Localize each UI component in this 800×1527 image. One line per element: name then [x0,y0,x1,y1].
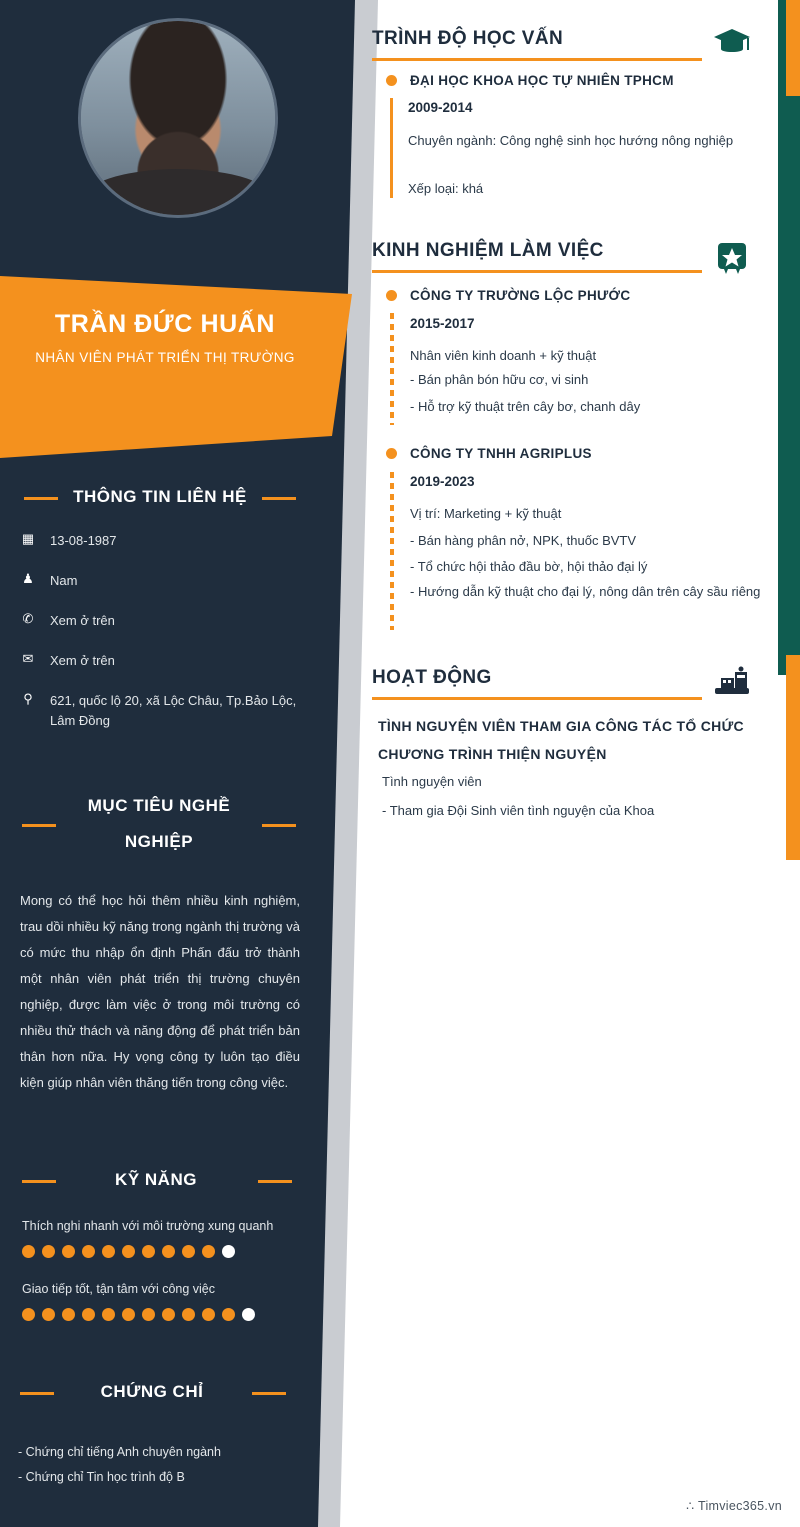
experience-company-1: CÔNG TY TRƯỜNG LỘC PHƯỚC [410,288,631,303]
activity-rule [372,697,702,700]
user-icon: ♟ [22,571,34,586]
skills-rule-left [22,1180,56,1183]
objective-heading-line1: MỤC TIÊU NGHỀ [87,796,231,815]
rating-dot [102,1308,115,1321]
certificate-item-1: - Chứng chỉ tiếng Anh chuyên ngành [18,1445,221,1459]
sidebar-panel [0,0,360,1527]
experience-years-1: 2015-2017 [410,316,475,331]
volunteer-icon [706,660,758,704]
certificates-rule-left [20,1392,54,1395]
rating-dot [182,1245,195,1258]
activity-detail-1: Tình nguyện viên [382,774,482,789]
rating-dot-empty [242,1308,255,1321]
skill-rating-1 [22,1245,235,1258]
contact-value-email: Xem ở trên [50,653,115,668]
experience-rule [372,270,702,273]
experience-heading: KINH NGHIỆM LÀM VIỆC [372,240,604,261]
phone-icon: ✆ [22,611,34,626]
mail-icon: ✉ [22,651,34,666]
objective-rule-left [22,824,56,827]
experience-2-detail-3: - Tổ chức hội thảo đầu bờ, hội thảo đại lý [410,559,648,574]
education-years: 2009-2014 [408,100,473,115]
contact-rule-left [24,497,58,500]
skills-heading: KỸ NĂNG [115,1170,197,1189]
name-banner [0,276,352,458]
badge-star-icon [706,236,758,280]
experience-bullet-1 [386,290,397,301]
education-detail-2: Xếp loại: khá [408,181,484,196]
skill-rating-2 [22,1308,255,1321]
contact-item-email [20,651,310,671]
orange-edge-bottom [786,655,800,860]
rating-dot [62,1308,75,1321]
rating-dot [222,1308,235,1321]
experience-bullet-2 [386,448,397,459]
footer-watermark: ∴ Timviec365.vn [686,1499,782,1513]
activity-title-line2: CHƯƠNG TRÌNH THIỆN NGUYỆN [378,746,607,762]
rating-dot [82,1308,95,1321]
rating-dot [122,1245,135,1258]
main-content [370,0,800,1527]
rating-dot [42,1308,55,1321]
contact-rule-right [262,497,296,500]
education-rule [372,58,702,61]
education-detail-1: Chuyên ngành: Công nghệ sinh học hướng nông nghiệp [408,133,734,148]
education-heading: TRÌNH ĐỘ HỌC VẤN [372,28,564,49]
contact-item-address [20,691,305,731]
rating-dot [162,1308,175,1321]
contact-value-address: 621, quốc lộ 20, xã Lộc Châu, Tp.Bảo Lộc, Lâm Đồng [50,693,297,728]
experience-1-detail-2: - Bán phân bón hữu cơ, vi sinh [410,372,589,387]
experience-2-detail-1: Vị trí: Marketing + kỹ thuật [410,506,562,521]
certificate-item-2: - Chứng chỉ Tin học trình độ B [18,1470,185,1484]
rating-dot [142,1245,155,1258]
skill-label-1: Thích nghi nhanh với môi trường xung quanh [22,1219,274,1233]
contact-item-birthday [20,531,310,551]
job-role: NHÂN VIÊN PHÁT TRIỂN THỊ TRƯỜNG [35,350,295,365]
calendar-icon: ▦ [21,531,35,546]
rating-dot [202,1245,215,1258]
rating-dot [162,1245,175,1258]
contact-value-gender: Nam [50,573,78,588]
experience-2-detail-2: - Bán hàng phân nở, NPK, thuốc BVTV [410,533,637,548]
certificates-heading: CHỨNG CHỈ [100,1382,204,1401]
rating-dot [62,1245,75,1258]
objective-heading-line2: NGHIỆP [124,832,194,851]
experience-timeline-1 [390,313,394,425]
orange-edge-top [786,0,800,96]
skill-label-2: Giao tiếp tốt, tận tâm với công việc [22,1282,216,1296]
graduation-cap-icon [706,20,758,64]
rating-dot [22,1245,35,1258]
objective-rule-right [262,824,296,827]
skills-rule-right [258,1180,292,1183]
teal-edge-mid [778,230,800,675]
rating-dot [42,1245,55,1258]
avatar [78,18,278,218]
rating-dot [22,1308,35,1321]
certificates-rule-right [252,1392,286,1395]
contact-value-phone: Xem ở trên [50,613,115,628]
rating-dot [122,1308,135,1321]
rating-dot [182,1308,195,1321]
contact-value-birthday: 13-08-1987 [50,533,117,548]
education-bullet [386,75,397,86]
experience-1-detail-1: Nhân viên kinh doanh + kỹ thuật [410,348,597,363]
objective-text: Mong có thể học hỏi thêm nhiều kinh nghiệm, trau dồi nhiều kỹ năng trong ngành thị trường và có mức thu nhập ổn định Phấn đấu trở thành một nhân viên phát triển thị trường chuyên nghiệp, được làm việc ở trong môi trường có nhiều thử thách và năng động để phát triển bản thân hơn nữa. Hy vọng công ty luôn tạo điều kiện giúp nhân viên thăng tiến trong công việc. [20,893,300,1090]
experience-years-2: 2019-2023 [410,474,475,489]
contact-item-phone [20,611,310,631]
contact-item-gender [20,571,310,591]
education-school: ĐẠI HỌC KHOA HỌC TỰ NHIÊN TPHCM [410,73,674,88]
experience-1-detail-3: - Hỗ trợ kỹ thuật trên cây bơ, chanh dây [410,399,641,414]
education-timeline-bar [390,98,393,198]
activity-detail-2: - Tham gia Đội Sinh viên tình nguyện của Khoa [382,803,655,818]
page-title: TRẦN ĐỨC HUẤN [54,310,276,338]
rating-dot-empty [222,1245,235,1258]
contact-heading: THÔNG TIN LIÊN HỆ [73,487,247,506]
rating-dot [82,1245,95,1258]
rating-dot [202,1308,215,1321]
activity-heading: HOẠT ĐỘNG [372,667,492,688]
experience-company-2: CÔNG TY TNHH AGRIPLUS [410,446,592,461]
experience-timeline-2 [390,472,394,630]
location-icon: ⚲ [23,691,33,706]
rating-dot [102,1245,115,1258]
experience-2-detail-4: - Hướng dẫn kỹ thuật cho đại lý, nông dân trên cây sầu riêng [410,584,761,599]
activity-title-line1: TÌNH NGUYỆN VIÊN THAM GIA CÔNG TÁC TỔ CHỨC [378,718,744,734]
rating-dot [142,1308,155,1321]
